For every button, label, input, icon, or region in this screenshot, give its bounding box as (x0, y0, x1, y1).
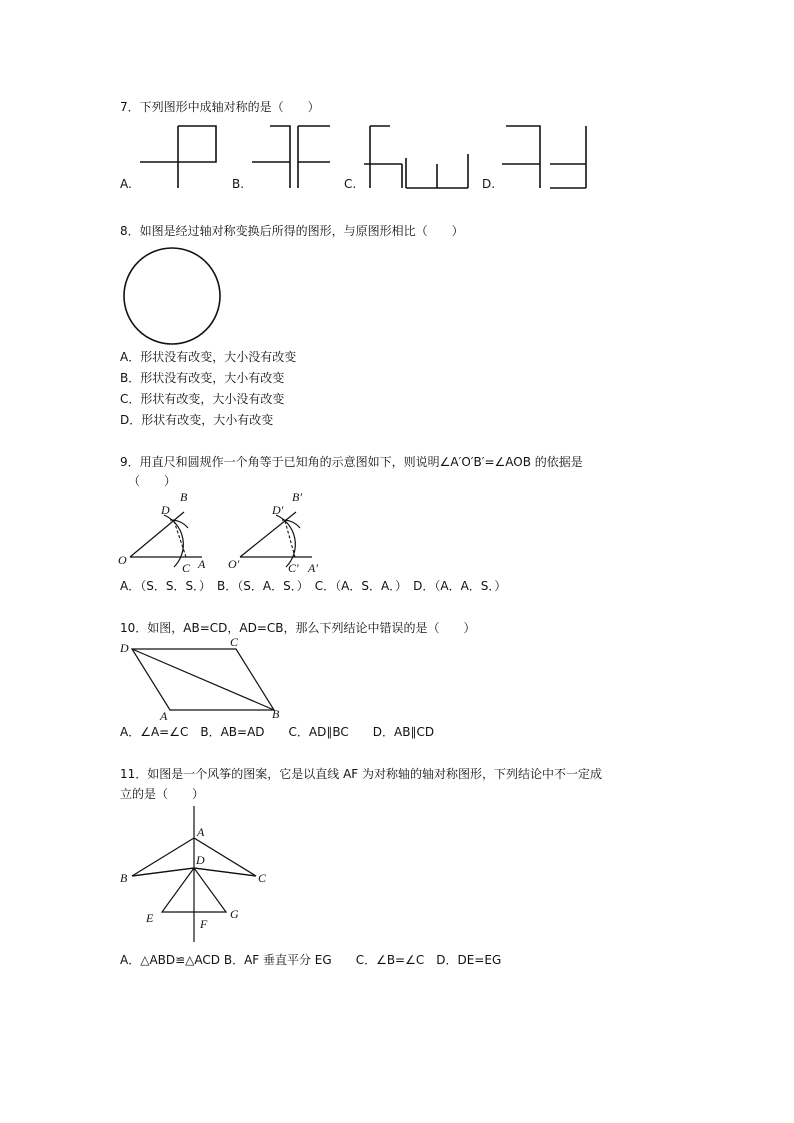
q9-label-o: O (118, 553, 127, 567)
q8-stem: 8．如图是经过轴对称变换后所得的图形，与原图形相比（ ） (120, 224, 464, 238)
q9-label-b-prime: B′ (292, 490, 302, 504)
q9-stem: 9．用直尺和圆规作一个角等于已知角的示意图如下，则说明∠A′O′B′=∠AOB 的依据是 (120, 455, 583, 469)
q8-option-d[interactable]: D．形状有改变，大小有改变 (120, 413, 274, 427)
q9-label-b: B (180, 490, 188, 504)
q10-label-a: A (160, 709, 168, 723)
q9-label-a-prime: A′ (308, 561, 318, 575)
q8-option-a[interactable]: A．形状没有改变，大小没有改变 (120, 350, 297, 364)
q9-angle-figure-original (116, 488, 216, 574)
q11-label-a: A (197, 825, 205, 839)
q11-label-b: B (120, 871, 128, 885)
q11-label-c: C (258, 871, 267, 885)
q10-options[interactable]: A．∠A=∠C B．AB=AD C．AD∥BC D．AB∥CD (120, 725, 435, 739)
q10-label-b: B (272, 707, 280, 721)
q11-kite-figure (116, 804, 278, 944)
q8-option-b[interactable]: B．形状没有改变，大小有改变 (120, 371, 285, 385)
q9-label-c-prime: C′ (288, 561, 299, 575)
q9-angle-figure-copy (226, 488, 336, 574)
q11-stem-continued: 立的是（ ） (120, 787, 205, 801)
q7-option-c[interactable]: C. (344, 177, 357, 191)
q11-label-d: D (196, 853, 205, 867)
q11-options[interactable]: A．△ABD≌△ACD B．AF 垂直平分 EG C．∠B=∠C D．DE=EG (120, 953, 502, 967)
q7-option-a[interactable]: A. (120, 177, 132, 191)
q9-stem-bracket: （ ） (128, 474, 177, 488)
q9-label-a: A (198, 557, 206, 571)
q10-label-c: C (230, 635, 239, 649)
q11-label-g: G (230, 907, 239, 921)
q11-stem: 11．如图是一个风筝的图案，它是以直线 AF 为对称轴的轴对称图形，下列结论中不一定成 (120, 767, 603, 781)
q9-options[interactable]: A．（S．S．S．） B．（S．A．S．） C．（A．S．A．） D．（A．A．S．） (120, 579, 507, 593)
q11-label-e: E (146, 911, 154, 925)
q9-label-d: D (161, 503, 170, 517)
q9-label-c: C (182, 561, 191, 575)
q7-option-c-figure (362, 124, 472, 190)
q7-option-d-figure (500, 124, 592, 190)
q10-stem: 10．如图，AB=CD，AD=CB，那么下列结论中错误的是（ ） (120, 621, 476, 635)
q10-label-d: D (120, 641, 129, 655)
q11-label-f: F (200, 917, 208, 931)
q8-option-c[interactable]: C．形状有改变，大小没有改变 (120, 392, 285, 406)
q9-label-d-prime: D′ (272, 503, 284, 517)
q7-option-b[interactable]: B. (232, 177, 245, 191)
q7-option-b-figure (250, 124, 332, 190)
q10-parallelogram-figure (116, 634, 288, 723)
q8-circle-figure (120, 247, 224, 347)
q9-label-o-prime: O′ (228, 557, 240, 571)
q7-option-d[interactable]: D. (482, 177, 496, 191)
q7-option-a-figure (138, 124, 220, 190)
q7-stem: 7．下列图形中成轴对称的是（ ） (120, 100, 320, 114)
